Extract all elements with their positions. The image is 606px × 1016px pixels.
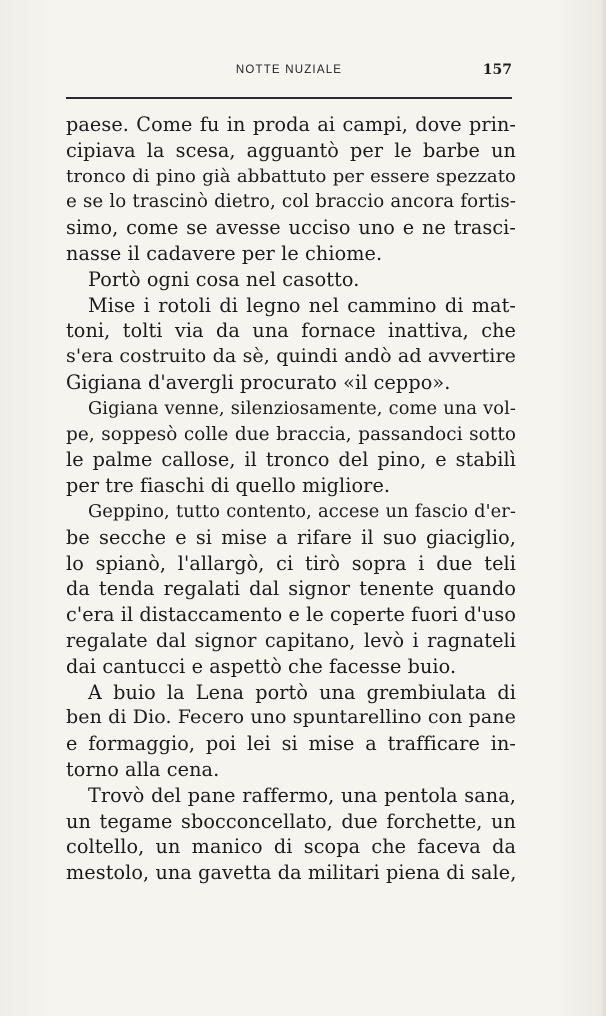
text-line: e se lo trascinò dietro, col braccio ancora fortis- <box>66 191 516 213</box>
text-line: Mise i rotoli di legno nel cammino di mat- <box>88 293 516 317</box>
text-line: pe, soppesò colle due braccia, passandoci sotto <box>66 423 516 445</box>
text-line: regalate dal signor capitano, levò i ragnateli <box>66 628 516 652</box>
text-line: coltello, un manico di scopa che faceva da <box>66 835 516 859</box>
text-line: le palme callose, il tronco del pino, e stabilì <box>66 448 516 472</box>
text-line: torno alla cena. <box>66 757 220 781</box>
text-line: mestolo, una gavetta da militari piena di sale, <box>66 861 517 885</box>
text-line: Gigiana venne, silenziosamente, come una vol- <box>88 397 516 419</box>
text-line: A buio la Lena portò una grembiulata di <box>88 680 516 704</box>
text-line: Gigiana d'avergli procurato «il ceppo». <box>66 370 451 394</box>
text-line: e formaggio, poi lei si mise a trafficare in- <box>66 732 516 756</box>
text-line: cipiava la scesa, agguantò per le barbe un <box>66 138 516 162</box>
running-header <box>66 64 512 86</box>
text-line: un tegame sbocconcellato, due forchette, un <box>66 809 516 833</box>
text-line: per tre fiaschi di quello migliore. <box>66 474 391 498</box>
text-line: be secche e si mise a rifare il suo giaciglio, <box>66 525 516 549</box>
text-line: Trovò del pane raffermo, una pentola sana, <box>88 783 516 807</box>
text-line: s'era costruito da sè, quindi andò ad avvertire <box>66 345 516 368</box>
running-title: NOTTE NUZIALE <box>235 64 343 76</box>
page-edge-shadow <box>600 0 606 1016</box>
text-line: nasse il cadavere per le chiome. <box>66 241 383 265</box>
header-rule <box>66 97 512 99</box>
text-line: ben di Dio. Fecero uno spuntarellino con pane <box>66 706 516 729</box>
text-line: paese. Come fu in proda ai campi, dove prin- <box>66 113 516 136</box>
page-number: 157 <box>482 62 512 78</box>
text-line: c'era il distaccamento e le coperte fuori d'uso <box>66 603 516 627</box>
text-line: da tenda regalati dal signor tenente quando <box>66 577 516 601</box>
text-line: dai cantucci e aspettò che facesse buio. <box>66 654 457 678</box>
text-line: toni, tolti via da una fornace inattiva, che <box>66 319 516 343</box>
text-line: Geppino, tutto contento, accese un fascio d'er- <box>88 500 516 522</box>
text-line: simo, come se avesse ucciso uno e ne trasci- <box>66 216 516 240</box>
body-text <box>66 112 516 886</box>
text-line: lo spianò, l'allargò, ci tirò sopra i due teli <box>66 551 516 575</box>
text-line: Portò ogni cosa nel casotto. <box>88 267 360 291</box>
text-line: tronco di pino già abbattuto per essere spezzato <box>66 165 516 187</box>
